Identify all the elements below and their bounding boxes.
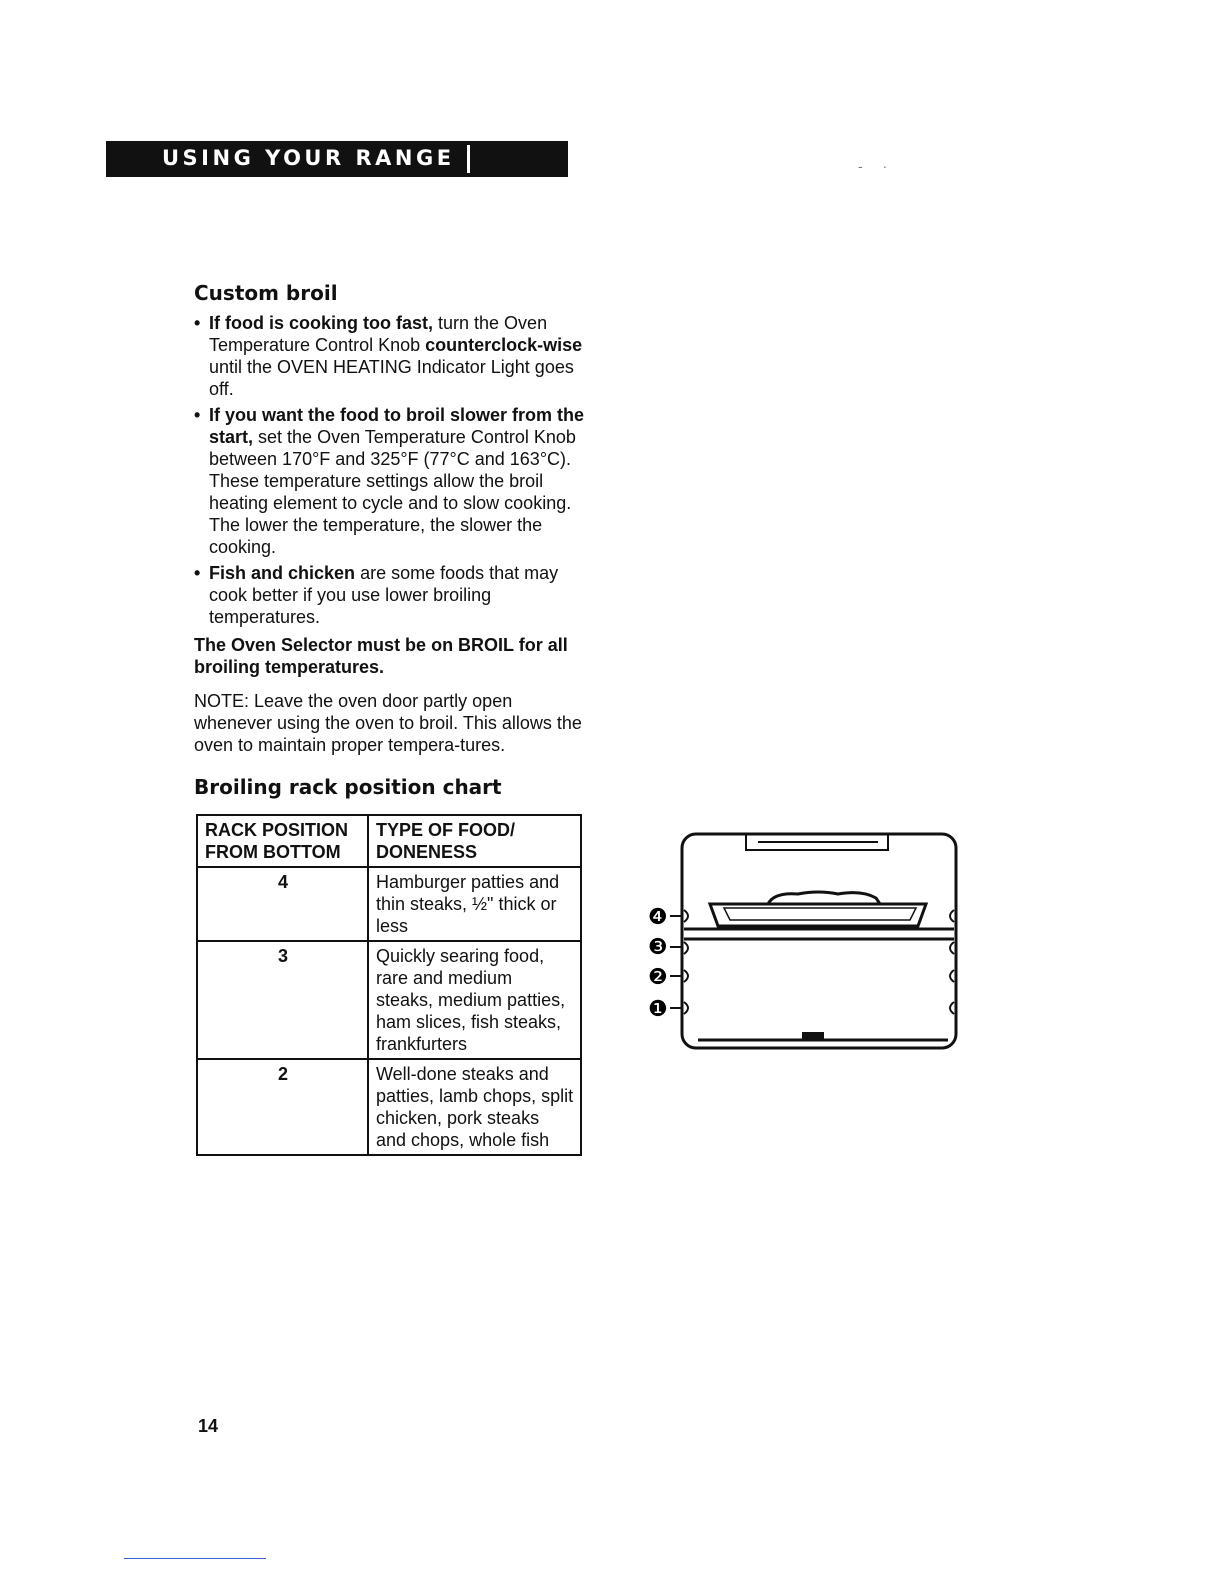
oven-rack-diagram: [618, 828, 968, 1058]
bullet-dot: •: [194, 313, 201, 333]
table-row: [197, 1059, 581, 1155]
rack-position-cell: 3: [197, 941, 368, 1059]
bullet-lead: If food is cooking too fast,: [209, 313, 433, 333]
rack-position-cell: 2: [197, 1059, 368, 1155]
food-type-cell: Hamburger patties and thin steaks, ½" thick or less: [368, 867, 581, 941]
header-food-type: TYPE OF FOOD/ DONENESS: [368, 815, 581, 867]
section-header-bar: [106, 141, 568, 177]
oven-cavity-outline: [682, 834, 956, 1048]
bullet-dot: •: [194, 405, 201, 425]
bullet-item: [194, 312, 584, 400]
custom-broil-title: Custom broil: [194, 281, 338, 305]
rack-support-right: [950, 970, 954, 982]
header-divider: [467, 145, 470, 173]
header-dots: - ·: [858, 158, 896, 174]
note-paragraph: [194, 690, 584, 756]
bullet-text: are some foods that may cook better if you use lower broiling temperatures.: [209, 563, 559, 627]
rack-label-3: ❸: [648, 935, 668, 960]
section-header-title: USING YOUR RANGE: [162, 146, 455, 170]
rack-support-left: [684, 942, 688, 954]
bullet-emphasis: counterclock-wise: [425, 335, 583, 355]
table-row: [197, 941, 581, 1059]
broiler-pan-inner: [724, 908, 916, 920]
table-header-row: [197, 815, 581, 867]
footer-line: [124, 1558, 266, 1559]
main-content: [194, 280, 584, 1156]
header-rack-position: RACK POSITION FROM BOTTOM: [197, 815, 368, 867]
page-number: 14: [198, 1416, 219, 1436]
bullet-item: [194, 404, 584, 558]
bullet-item: [194, 562, 584, 628]
broil-selector-warning: The Oven Selector must be on BROIL for all broiling temperatures.: [194, 635, 568, 677]
rack-support-right: [950, 942, 954, 954]
rack-label-2: ❷: [648, 965, 668, 990]
rack-position-table: [196, 814, 582, 1156]
rack-position-cell: 4: [197, 867, 368, 941]
food-type-cell: Quickly searing food, rare and medium steaks, medium patties, ham slices, fish steaks, frankfurters: [368, 941, 581, 1059]
rack-support-left: [684, 910, 688, 922]
bullet-text: turn the Oven Temperature Control Knob: [209, 313, 548, 355]
rack-support-right: [950, 1002, 954, 1014]
food-type-cell: Well-done steaks and patties, lamb chops, split chicken, pork steaks and chops, whole fish: [368, 1059, 581, 1155]
bullet-text: set the Oven Temperature Control Knob between 170°F and 325°F (77°C and 163°C). These temperature settings allow the broil heating element to cycle and to slow cooking. The lower the temperature, the slower the cooking.: [209, 427, 576, 557]
bullet-text: until the OVEN HEATING Indicator Light goes off.: [209, 357, 574, 399]
table-row: [197, 867, 581, 941]
rack-support-right: [950, 910, 954, 922]
note-label: NOTE:: [194, 691, 250, 711]
food-on-pan: [768, 892, 880, 904]
note-text: Leave the oven door partly open whenever using the oven to broil. This allows the oven to maintain proper tempera-tures.: [194, 691, 582, 755]
bottom-element-terminal: [802, 1032, 824, 1040]
rack-label-4: ❹: [648, 905, 668, 930]
rack-support-left: [684, 970, 688, 982]
rack-support-left: [684, 1002, 688, 1014]
chart-title: Broiling rack position chart: [194, 775, 502, 799]
bullet-dot: •: [194, 563, 201, 583]
rack-label-1: ❶: [648, 997, 668, 1022]
bullet-lead: Fish and chicken: [209, 563, 356, 583]
bullet-lead: If you want the food to broil slower from the start,: [209, 405, 584, 447]
